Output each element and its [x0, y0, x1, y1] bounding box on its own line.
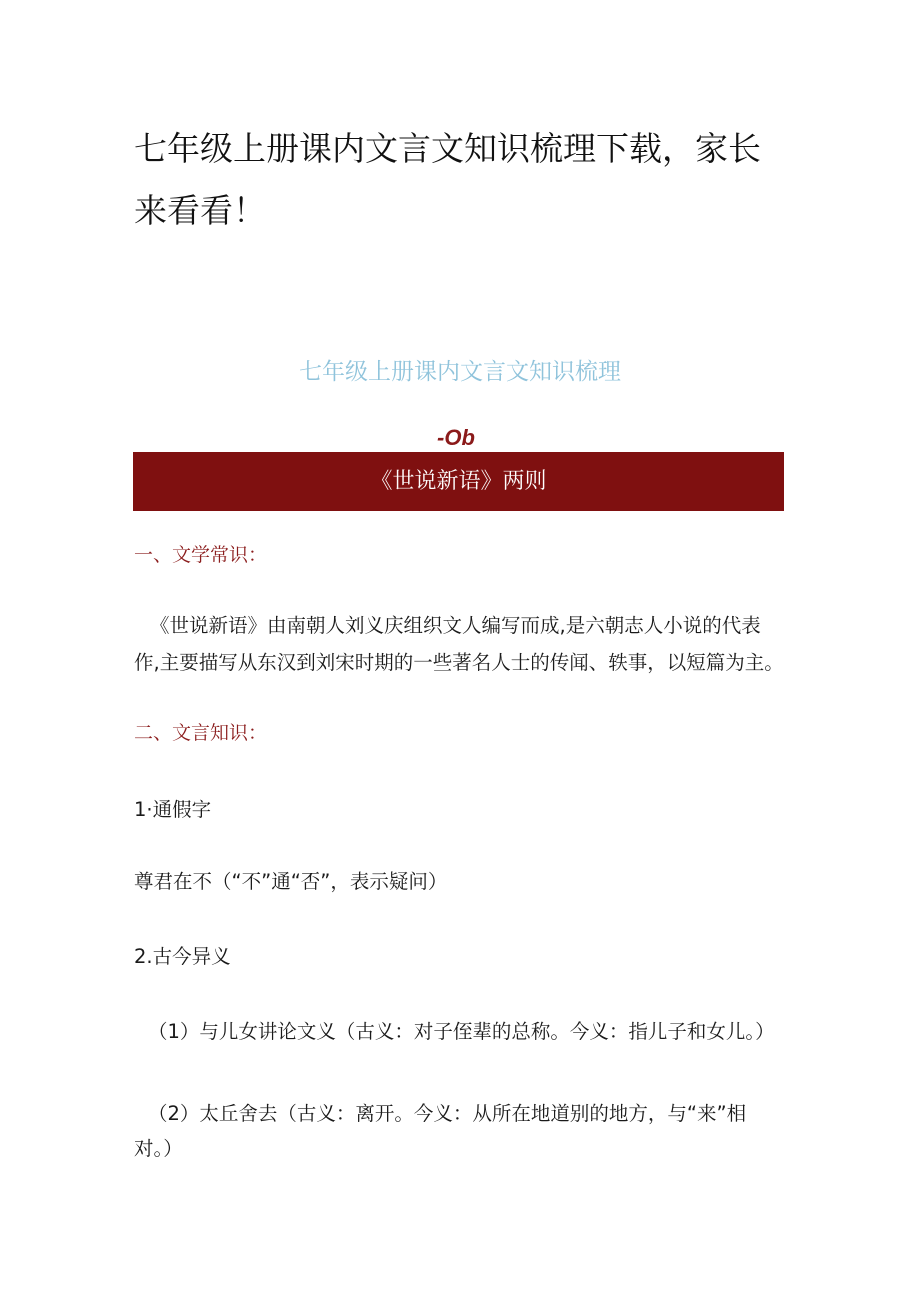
section-mark: -Ob [437, 425, 475, 450]
literary-knowledge-paragraph: 《世说新语》由南朝人刘义庆组织文人编写而成,是六朝志人小说的代表作,主要描写从东汉到刘宋时期的一些著名人士的传闻、轶事，以短篇为主。 [134, 614, 784, 674]
classical-knowledge-heading: 二、文言知识： [134, 722, 268, 744]
tongjiazi-example: 尊君在不（“不”通“否”，表示疑问） [134, 870, 448, 893]
banner-title: 《世说新语》两则 [370, 468, 547, 494]
document-title: 七年级上册课内文言文知识梳理下载，家长来看看！ [134, 129, 761, 230]
literary-knowledge-heading: 一、文学常识： [134, 544, 268, 566]
section-banner [133, 452, 784, 511]
gujin-yiyi-heading: 2.古今异义 [134, 945, 231, 968]
gujin-yiyi-entry-1: （1）与儿女讲论文义（古义：对子侄辈的总称。今义：指儿子和女儿。） [148, 1020, 775, 1043]
document-subtitle: 七年级上册课内文言文知识梳理 [299, 359, 621, 385]
gujin-yiyi-entry-2: （2）太丘舍去（古义：离开。今义：从所在地道别的地方，与“来”相对。） [134, 1102, 747, 1160]
tongjiazi-heading: 1·通假字 [134, 798, 212, 821]
